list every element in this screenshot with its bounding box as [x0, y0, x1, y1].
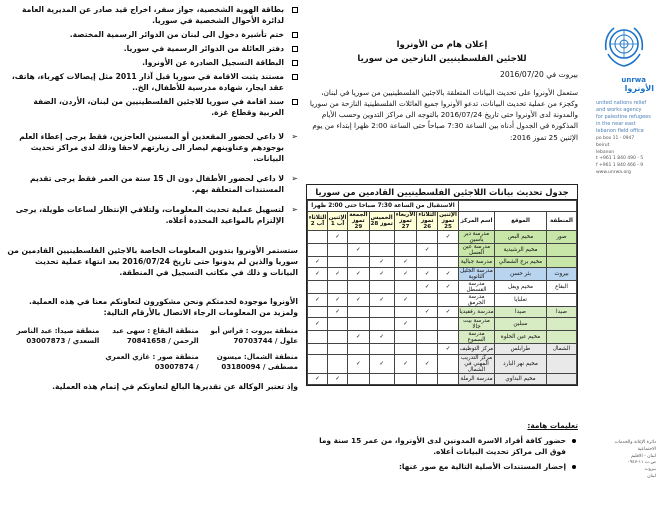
header-day: الإثنين تموز 25 [439, 212, 457, 230]
cell-site: مخيم عين الحلوة [495, 331, 547, 344]
bullet-icon [572, 465, 576, 469]
table-row [308, 281, 577, 294]
table-row [308, 318, 577, 331]
cell-check: ✓ [394, 355, 417, 374]
document-item [6, 29, 298, 40]
table-row [308, 374, 577, 385]
table-title: جدول تحديث بيانات اللاجئين الفلسطينيين القادمين من سوريا [307, 185, 577, 200]
cell-check: ✓ [308, 268, 328, 281]
bullet-icon [572, 439, 576, 443]
cell-check: ✓ [328, 374, 348, 385]
document-item [6, 57, 298, 68]
cell-empty [308, 355, 328, 374]
cell-check: ✓ [369, 294, 394, 307]
cell-empty [308, 244, 328, 257]
cell-empty [369, 344, 394, 355]
cell-check: ✓ [348, 355, 369, 374]
warnings-list [6, 131, 298, 226]
cell-empty [328, 331, 348, 344]
cell-check: ✓ [308, 374, 328, 385]
cell-check: ✓ [348, 268, 369, 281]
warning-item [6, 131, 298, 164]
cell-site: مخيم الرشيدية [495, 244, 547, 257]
cell-empty [394, 244, 417, 257]
cell-site: صيدا [495, 307, 547, 318]
cell-check: ✓ [394, 318, 417, 331]
cell-region [547, 294, 577, 307]
cell-site: طرابلس [495, 344, 547, 355]
cell-address: مدرسة الجليل الثانوية [460, 268, 493, 280]
cell-check: ✓ [308, 294, 328, 307]
contact-entry: منطقة البقاع : سهى عبد الرحمن / 70841658 [112, 327, 199, 346]
cell-empty [394, 281, 417, 294]
cell-empty [438, 257, 459, 268]
table-row [308, 244, 577, 257]
table-row [308, 307, 577, 318]
document-item-text: سند اقامة في سوريا للاجئين الفلسطينيين من لبنان، الأردن، الضفة الغربية وقطاع غزة. [33, 97, 284, 117]
announcement-date: بيروت في 2016/07/20 [500, 70, 578, 79]
cell-empty [438, 331, 459, 344]
contacts-grid [6, 326, 298, 373]
header-address: اسم المركز [459, 212, 495, 231]
cell-empty [308, 331, 328, 344]
cell-empty [308, 231, 328, 244]
footer-line: بيروت [644, 467, 656, 472]
cell-check: ✓ [308, 318, 328, 331]
notes-block [306, 420, 578, 476]
cell-check: ✓ [438, 268, 459, 281]
document-item [6, 71, 298, 93]
cell-empty [417, 231, 438, 244]
cell-empty [369, 244, 394, 257]
cell-check: ✓ [438, 307, 459, 318]
cell-address: مدرسة القسطل [459, 281, 495, 294]
warning-item-text: لا داعي لحضور الأطفال دون ال 15 سنة من العمر فقط يرجى تقديم المستندات المتعلقة بهم. [30, 174, 284, 194]
cell-address: مدرسة جبالية [459, 257, 495, 268]
table-row [308, 331, 577, 344]
footer-line: لبنان [647, 473, 656, 479]
checkbox-icon [292, 99, 298, 105]
checkbox-icon [292, 7, 298, 13]
right-column [302, 0, 660, 520]
cell-empty [394, 344, 417, 355]
cell-empty [348, 257, 369, 268]
arrow-bullet-icon: ➢ [291, 132, 298, 141]
cell-check: ✓ [348, 244, 369, 257]
footer-line: دائرة الإغاثة والخدمات الاجتماعية [614, 440, 656, 452]
contact-line: f +961 1 840 466 - 9 [596, 163, 644, 168]
checkbox-icon [292, 32, 298, 38]
cell-region [547, 244, 577, 257]
cell-check: ✓ [328, 268, 348, 281]
cell-site: سبلين [495, 318, 547, 331]
cell-empty [348, 307, 369, 318]
document-item [6, 43, 298, 54]
cell-region [547, 257, 577, 268]
notes-heading: تعليمات هامة: [527, 421, 578, 430]
schedule-grid [307, 200, 577, 385]
cell-site: مخيم نهر البارد [495, 355, 547, 374]
cell-address: مدرسة دير ياسين [459, 231, 495, 244]
arrow-bullet-icon: ➢ [291, 174, 298, 183]
document-item-text: مستند يثبت الاقامة في سوريا قبل آذار 2011 مثل إيصالات كهرباء، هاتف، عقد ايجار، شهادة مدرسية للأطفال، الخ.. [11, 72, 284, 92]
cell-empty [369, 374, 394, 385]
contact-line: www.unrwa.org [596, 169, 631, 175]
warning-item-text: لا داعي لحضور المقعدين أو المسنين العاجزين، فقط يرجى إعطاء العلم بوجودهم وعناوينهم ليصار الى زيارتهم لاحقا وذلك لدى مراكز تحديث البيانات. [19, 132, 284, 163]
footer-line: ص.ب ١١-٠٩٤٧ [627, 460, 656, 466]
document-item [6, 4, 298, 26]
table-row [308, 344, 577, 355]
agency-line: lebanon field office [596, 128, 644, 134]
brand-name-en: unrwa [621, 76, 646, 84]
contact-line: t +961 1 840 490 - 5 [596, 156, 644, 162]
cell-empty [394, 331, 417, 344]
contact-entry: منطقة صور : غازي العمري / 03007874 [105, 353, 199, 372]
cell-check: ✓ [348, 294, 369, 307]
cell-region [547, 355, 577, 374]
cell-region: بيروت [547, 268, 577, 281]
cell-empty [417, 374, 438, 385]
contact-entry: منطقة الشمال: ميسون مصطفى / 03180094 [216, 353, 298, 372]
cell-check: ✓ [369, 268, 394, 281]
agency-line: and works agency [596, 107, 642, 113]
document-item-text: دفتر العائلة من الدوائر الرسمية في سوريا. [123, 44, 284, 53]
cell-empty [348, 231, 369, 244]
office-footer [596, 440, 656, 481]
cell-check: ✓ [308, 257, 328, 268]
cell-site: تعلبايا [495, 294, 547, 307]
agency-line: in the near east [596, 121, 636, 127]
header-day: الأربعاء تموز 27 [395, 212, 416, 230]
agency-line: united nations relief [596, 100, 647, 106]
cell-empty [417, 331, 438, 344]
brand-sidebar [580, 0, 660, 520]
cell-region [547, 374, 577, 385]
header-row [308, 212, 577, 231]
cell-empty [308, 307, 328, 318]
checkbox-icon [292, 60, 298, 66]
table-row [308, 231, 577, 244]
cell-address: مركز التوظيف [459, 344, 495, 355]
cell-check: ✓ [417, 281, 438, 294]
cell-empty [394, 374, 417, 385]
cell-check: ✓ [417, 307, 438, 318]
checkbox-icon [292, 74, 298, 80]
footer-line: لبنان - الاقليم [630, 453, 656, 459]
cell-empty [394, 307, 417, 318]
cell-address: مدرسة رفقيديا [459, 307, 495, 318]
cell-check: ✓ [417, 355, 438, 374]
cell-empty [348, 374, 369, 385]
schedule-table [306, 184, 578, 386]
warning-item [6, 204, 298, 226]
time-note: الاستقبال من الساعة 7:30 صباحا حتى 2:00 ظهرا [308, 201, 459, 212]
brand-name-ar: الأونروا [624, 84, 654, 93]
left-column [6, 4, 298, 400]
cell-empty [417, 318, 438, 331]
cell-empty [417, 257, 438, 268]
cell-empty [328, 244, 348, 257]
cell-empty [369, 307, 394, 318]
cell-check: ✓ [394, 268, 417, 281]
warning-item-text: لتسهيل عملية تحديث المعلومات، ولتلافي الإنتظار لساعات طويلة، يرجى الإلتزام بالمواعيد المحددة أعلاه. [15, 205, 284, 225]
cell-address: مدرسة بيت جالا [459, 318, 495, 331]
cell-site: مخيم البص [495, 231, 547, 244]
cell-empty [348, 281, 369, 294]
cell-check: ✓ [328, 231, 348, 244]
cell-check: ✓ [348, 331, 369, 344]
cell-empty [438, 294, 459, 307]
closing-paragraph: وإذ تعتبر الوكالة عن تقديرها البالغ لتعاونكم في إتمام هذه العملية. [52, 381, 298, 391]
cell-empty [438, 318, 459, 331]
cell-empty [417, 344, 438, 355]
contact-paragraph: الأونروا موجودة لخدمتكم ونحن مشكورون لتعاونكم معنا في هذه العملية. ولمزيد من المعلومات الرجاء الاتصال بالأرقام التالية: [29, 297, 298, 317]
cell-empty [308, 281, 328, 294]
cell-check: ✓ [369, 355, 394, 374]
cell-empty [369, 281, 394, 294]
cell-region: البقاع [547, 281, 577, 294]
cell-site: مخيم البداوي [495, 374, 547, 385]
cell-empty [328, 257, 348, 268]
document-item-text: البطاقة التسجيل الصادرة عن الأونروا. [142, 58, 284, 67]
cell-address: مركز التدريب المهني في الشمال [459, 355, 495, 374]
cell-empty [369, 231, 394, 244]
table-row [308, 294, 577, 307]
note-item [306, 435, 578, 457]
un-emblem-icon [598, 20, 650, 72]
cell-check: ✓ [328, 294, 348, 307]
header-site: الموقع [495, 212, 547, 231]
cell-check: ✓ [417, 268, 438, 281]
cell-region: صور [547, 231, 577, 244]
time-note-spacer [459, 201, 577, 212]
cell-empty [438, 374, 459, 385]
cell-empty [348, 318, 369, 331]
cell-region: صيدا [547, 307, 577, 318]
registration-paragraph: ستستمر الأونروا بتدوين المعلومات الخاصة بالاجئين الفلسطينيين القادمين من سوريا والذين لم يدونوا حتى تاريخ 2016/07/24 بعد انتهاء عملية تحديث البيانات و ذلك في مكاتب التسجيل في المنطقة. [7, 246, 298, 277]
cell-site: مخيم برج الشمالي [495, 257, 547, 268]
header-region: المنطقة [547, 212, 577, 231]
cell-empty [394, 231, 417, 244]
cell-empty [438, 355, 459, 374]
cell-empty [328, 344, 348, 355]
cell-check: ✓ [438, 281, 459, 294]
announcement-subtitle: للاجئين الفلسطينيين النازحين من سوريا [357, 54, 527, 64]
cell-address: مدرسة عين العسل [459, 244, 495, 257]
cell-address: مدرسة السموع [459, 331, 495, 344]
arrow-bullet-icon: ➢ [291, 205, 298, 214]
cell-address: مدرسة الجرمق [459, 294, 495, 307]
cell-check: ✓ [394, 257, 417, 268]
notes-list [306, 435, 578, 472]
documents-list [6, 4, 298, 118]
table-row [308, 257, 577, 268]
header-day: الخميس تموز 28 [369, 212, 394, 231]
header-day: الثلاثاء آب 2 [308, 212, 328, 231]
announcement-block [306, 40, 578, 149]
cell-region [547, 331, 577, 344]
contact-entry: منطقة صيدا: عبد الناصر السعدي / 03007873 [16, 327, 100, 346]
cell-site: بئر حسن [495, 268, 547, 281]
cell-check: ✓ [369, 257, 394, 268]
cell-site: مخيم ويفل [495, 281, 547, 294]
header-day: الثلاثاء تموز 26 [418, 212, 437, 230]
document-item-text: بطاقة الهوية الشخصية، جواز سفر، اخراج قيد صادر عن المديرية العامة لدائرة الأحوال الشخصية في سوريا. [22, 5, 284, 25]
document-item [6, 96, 298, 118]
note-item-text: حضور كافة أفراد الاسرة المدونين لدى الأونروا، من عمر 15 سنة وما فوق الى مراكز تحديث البيانات أعلاه. [319, 436, 566, 457]
cell-check: ✓ [394, 294, 417, 307]
agency-text [596, 100, 656, 135]
header-day: الإثنين آب 1 [328, 212, 348, 231]
cell-empty [348, 344, 369, 355]
warning-item [6, 173, 298, 195]
cell-empty [438, 244, 459, 257]
time-note-row [308, 201, 577, 212]
cell-check: ✓ [438, 231, 459, 244]
checkbox-icon [292, 46, 298, 52]
cell-check: ✓ [417, 244, 438, 257]
cell-empty [328, 355, 348, 374]
note-item-text: إحضار المستندات الأصلية التالية مع صور عنها: [398, 462, 566, 472]
cell-address: مدرسة الرملة [459, 374, 495, 385]
contact-line: beirut [596, 142, 610, 148]
document-item-text: ختم تأشيرة دخول الى لبنان من الدوائر الرسمية المختصة. [69, 30, 284, 39]
cell-empty [369, 318, 394, 331]
cell-check: ✓ [438, 344, 459, 355]
cell-check: ✓ [369, 331, 394, 344]
cell-empty [308, 344, 328, 355]
cell-check: ✓ [328, 307, 348, 318]
agency-line: for palestine refugees [596, 114, 651, 120]
table-row [308, 355, 577, 374]
office-contact [596, 136, 656, 177]
announcement-title: إعلان هام من الأونروا [396, 40, 488, 50]
table-row [308, 268, 577, 281]
header-day: الجمعة تموز 29 [349, 212, 368, 230]
cell-empty [328, 281, 348, 294]
note-item [306, 461, 578, 472]
cell-empty [328, 318, 348, 331]
announcement-body: ستعمل الأونروا على تحديث البيانات المتعلقة بالاجئين الفلسطينيين من سوريا في لبنان، وكجزء من عملية تحديث البيانات، تدعو الأونروا جميع العائلات الفلسطينية النازحة من سوريا والمدونة لدى الأونروا حتى تاريخ 2016/07/24 بالتوجه الى مراكز التدوين وحسب الأيام المذكورة في الجدول أدناه بين الساعة 7:30 صباحاً حتى الساعة 2:00 ظهرا إبتداء من يوم الإثنين 25 تموز 2016: [309, 88, 578, 142]
cell-region [547, 318, 577, 331]
cell-empty [417, 294, 438, 307]
contact-line: po box 11 - 0947 [596, 136, 635, 141]
contact-line: lebanon [596, 149, 615, 155]
contact-entry: منطقة بيروت : فراس أبو علول / 70703744 [210, 327, 298, 346]
schedule-body [308, 231, 577, 385]
cell-region: الشمال [547, 344, 577, 355]
